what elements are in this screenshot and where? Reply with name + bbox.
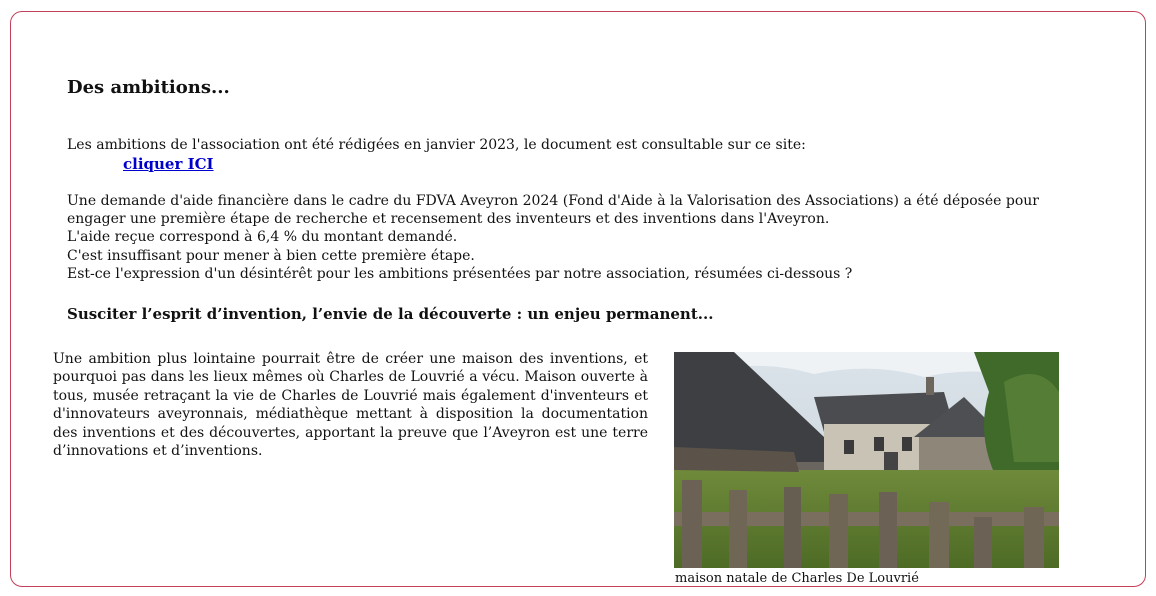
ambitions-document-link[interactable]: cliquer ICI: [123, 155, 214, 173]
invention-subheading: Susciter l’esprit d’invention, l’envie de la découverte : un enjeu permanent...: [67, 305, 714, 323]
insufficient-line: C'est insuffisant pour mener à bien cette première étape.: [67, 247, 475, 264]
fdva-section: [67, 192, 1039, 283]
fdva-paragraph: Une demande d'aide financière dans le cadre du FDVA Aveyron 2024 (Fond d'Aide à la Valorisation des Associations) a été déposée pour engager une première étape de recherche et recensement des inventeurs et des inventions dans l'Aveyron.: [67, 193, 1039, 228]
section-heading: Des ambitions...: [67, 77, 230, 98]
house-photo: [674, 352, 1059, 568]
ambition-paragraph: Une ambition plus lointaine pourrait être de créer une maison des inventions, et pourquoi pas dans les lieux mêmes où Charles de Louvrié a vécu. Maison ouverte à tous, musée retraçant la vie de Charles de Louvrié mais également d'inventeurs et d'innovateurs aveyronnais, médiathèque mettant à disposition la documentation des inventions et des découvertes, apportant la preuve que l’Aveyron est une terre d’innovations et d’inventions.: [53, 351, 648, 460]
aid-line: L'aide reçue correspond à 6,4 % du montant demandé.: [67, 229, 458, 246]
intro-paragraph: Les ambitions de l'association ont été rédigées en janvier 2023, le document est consultable sur ce site:: [67, 137, 806, 153]
question-line: Est-ce l'expression d'un désintérêt pour les ambitions présentées par notre association, résumées ci-dessous ?: [67, 265, 853, 282]
photo-caption: maison natale de Charles De Louvrié: [675, 571, 919, 586]
